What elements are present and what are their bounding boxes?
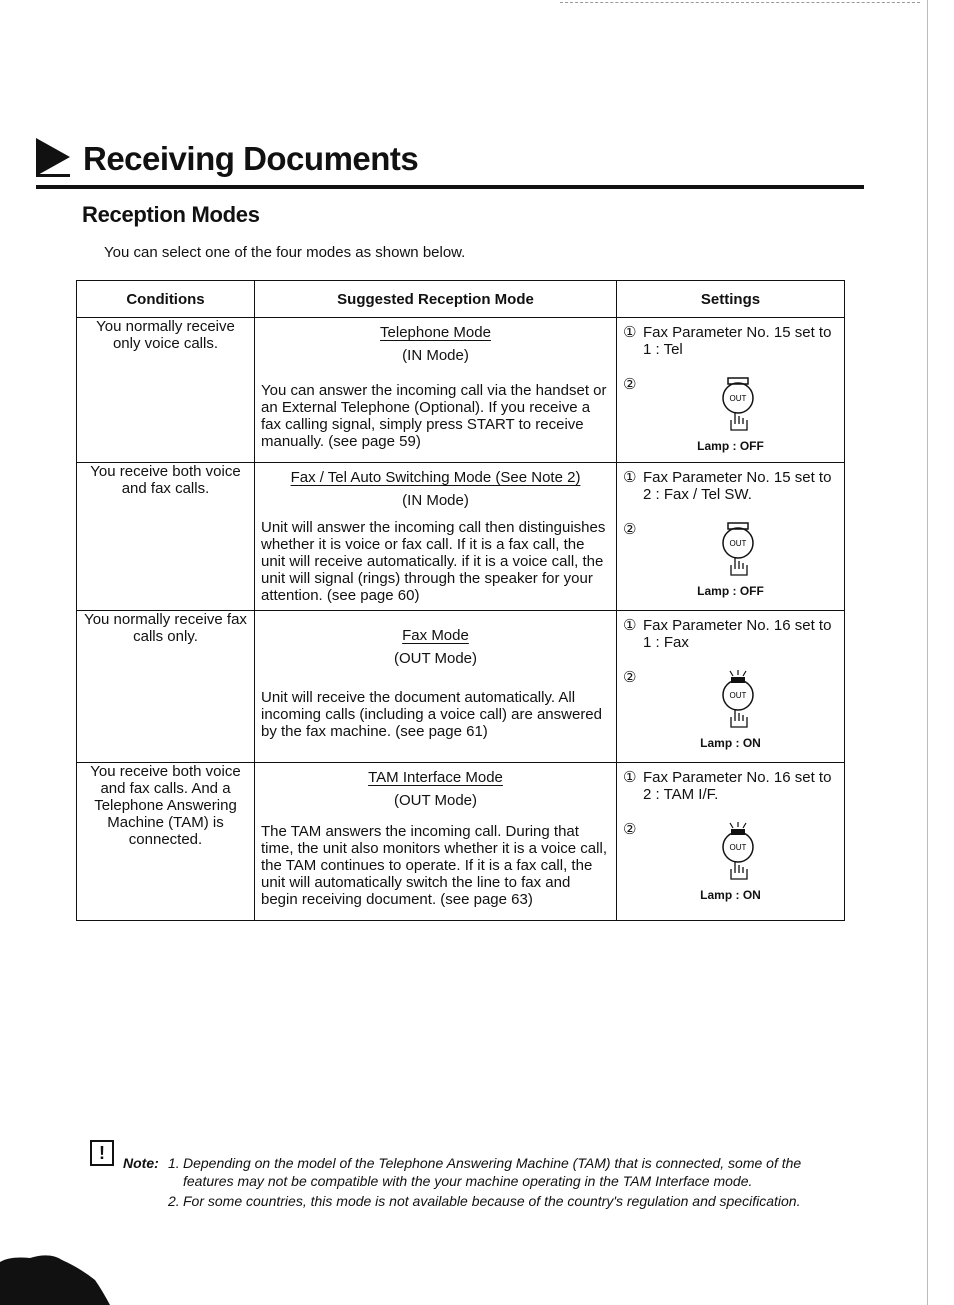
svg-text:OUT: OUT — [729, 691, 747, 700]
intro-text: You can select one of the four modes as shown below. — [104, 244, 466, 261]
step-number: ① — [623, 324, 637, 341]
header-settings: Settings — [617, 281, 845, 318]
step-text: Fax Parameter No. 16 set to 2 : TAM I/F. — [643, 769, 832, 803]
svg-text:OUT: OUT — [729, 539, 747, 548]
note-exclamation-icon: ! — [90, 1140, 114, 1166]
table-row — [77, 763, 845, 921]
lamp-status: Lamp : OFF — [697, 439, 764, 453]
mode-name: Fax / Tel Auto Switching Mode (See Note 2) — [290, 469, 581, 486]
step-number: ② — [623, 376, 637, 393]
out-button-press-icon — [716, 521, 760, 577]
svg-text:OUT: OUT — [729, 843, 747, 852]
out-button-lit-icon — [716, 669, 760, 729]
out-button-illustration — [683, 521, 793, 581]
mode-cell — [255, 463, 617, 611]
note-list — [168, 1154, 818, 1210]
setting-step-2 — [623, 376, 838, 436]
step-number: ① — [623, 769, 637, 786]
mode-sub: (IN Mode) — [402, 347, 469, 364]
step-number: ② — [623, 521, 637, 538]
step-number: ① — [623, 617, 637, 634]
note-number: 1. — [168, 1155, 180, 1171]
mode-name: TAM Interface Mode — [368, 769, 503, 786]
setting-step-1 — [623, 769, 838, 803]
step-number: ① — [623, 469, 637, 486]
out-button-illustration — [683, 376, 793, 436]
mode-description: Unit will answer the incoming call then distinguishes whether it is voice or fax call. If it is a fax call, the unit will receive automatically. if it is a voice call, the unit will signal (rings) through the speaker for your attention. (see page 60) — [261, 519, 606, 604]
table-row — [77, 318, 845, 463]
settings-cell — [617, 318, 845, 463]
step-text: Fax Parameter No. 15 set to 2 : Fax / Tel SW. — [643, 469, 832, 503]
condition-cell: You normally receive only voice calls. — [77, 318, 255, 463]
note-text: Depending on the model of the Telephone Answering Machine (TAM) that is connected, some of the features may not be compatible with the your machine operating in the TAM Interface mode. — [183, 1155, 802, 1189]
step-text: Fax Parameter No. 15 set to 1 : Tel — [643, 324, 832, 358]
table-row — [77, 611, 845, 763]
step-number: ② — [623, 669, 637, 686]
lamp-status: Lamp : ON — [700, 736, 761, 750]
mode-name: Fax Mode — [402, 627, 469, 644]
mode-sub: (IN Mode) — [402, 492, 469, 509]
mode-description: You can answer the incoming call via the handset or an External Telephone (Optional). If you receive a fax calling signal, simply press START to receive manually. (see page 59) — [261, 382, 607, 450]
lamp-status: Lamp : ON — [700, 888, 761, 902]
step-number: ② — [623, 821, 637, 838]
page-header — [36, 138, 864, 190]
note-item — [168, 1192, 818, 1210]
note-label: Note: — [123, 1155, 159, 1171]
page-corner-mark — [0, 1250, 110, 1305]
setting-step-1 — [623, 617, 838, 651]
settings-cell — [617, 611, 845, 763]
out-button-illustration — [683, 821, 793, 885]
settings-cell — [617, 463, 845, 611]
svg-text:OUT: OUT — [729, 394, 747, 403]
condition-cell: You normally receive fax calls only. — [77, 611, 255, 763]
mode-description: Unit will receive the document automatically. All incoming calls (including a voice call) are answered by the fax machine. (see page 61) — [261, 689, 602, 740]
mode-name: Telephone Mode — [380, 324, 491, 341]
setting-step-2 — [623, 821, 838, 885]
note-number: 2. — [168, 1193, 180, 1209]
note-text: For some countries, this mode is not available because of the country's regulation and specification. — [183, 1193, 801, 1209]
arrow-base — [36, 174, 70, 177]
reception-modes-table — [76, 280, 845, 921]
out-button-press-icon — [716, 376, 760, 432]
section-title: Reception Modes — [82, 202, 260, 227]
setting-step-2 — [623, 521, 838, 581]
setting-step-1 — [623, 469, 838, 503]
condition-cell: You receive both voice and fax calls. — [77, 463, 255, 611]
mode-cell — [255, 611, 617, 763]
table-row — [77, 463, 845, 611]
setting-step-2 — [623, 669, 838, 733]
header-mode: Suggested Reception Mode — [255, 281, 617, 318]
table-header-row — [77, 281, 845, 318]
out-button-lit-icon — [716, 821, 760, 881]
page-title: Receiving Documents — [83, 140, 419, 177]
settings-cell — [617, 763, 845, 921]
setting-step-1 — [623, 324, 838, 358]
lamp-status: Lamp : OFF — [697, 584, 764, 598]
out-button-illustration — [683, 669, 793, 733]
header-conditions: Conditions — [77, 281, 255, 318]
mode-description: The TAM answers the incoming call. During that time, the unit also monitors whether it is a voice call, the TAM continues to operate. If it is a fax call, the unit will automatically switch the line to fax and begin receiving document. (see page 63) — [261, 823, 607, 908]
mode-sub: (OUT Mode) — [393, 650, 478, 667]
step-text: Fax Parameter No. 16 set to 1 : Fax — [643, 617, 832, 651]
condition-cell: You receive both voice and fax calls. And a Telephone Answering Machine (TAM) is connected. — [77, 763, 255, 921]
note-item — [168, 1154, 818, 1190]
mode-cell — [255, 318, 617, 463]
arrow-icon — [36, 138, 70, 176]
page-edge-line — [927, 0, 928, 1305]
mode-sub: (OUT Mode) — [393, 792, 478, 809]
mode-cell — [255, 763, 617, 921]
top-edge-dash — [560, 2, 920, 3]
title-rule — [36, 185, 864, 189]
